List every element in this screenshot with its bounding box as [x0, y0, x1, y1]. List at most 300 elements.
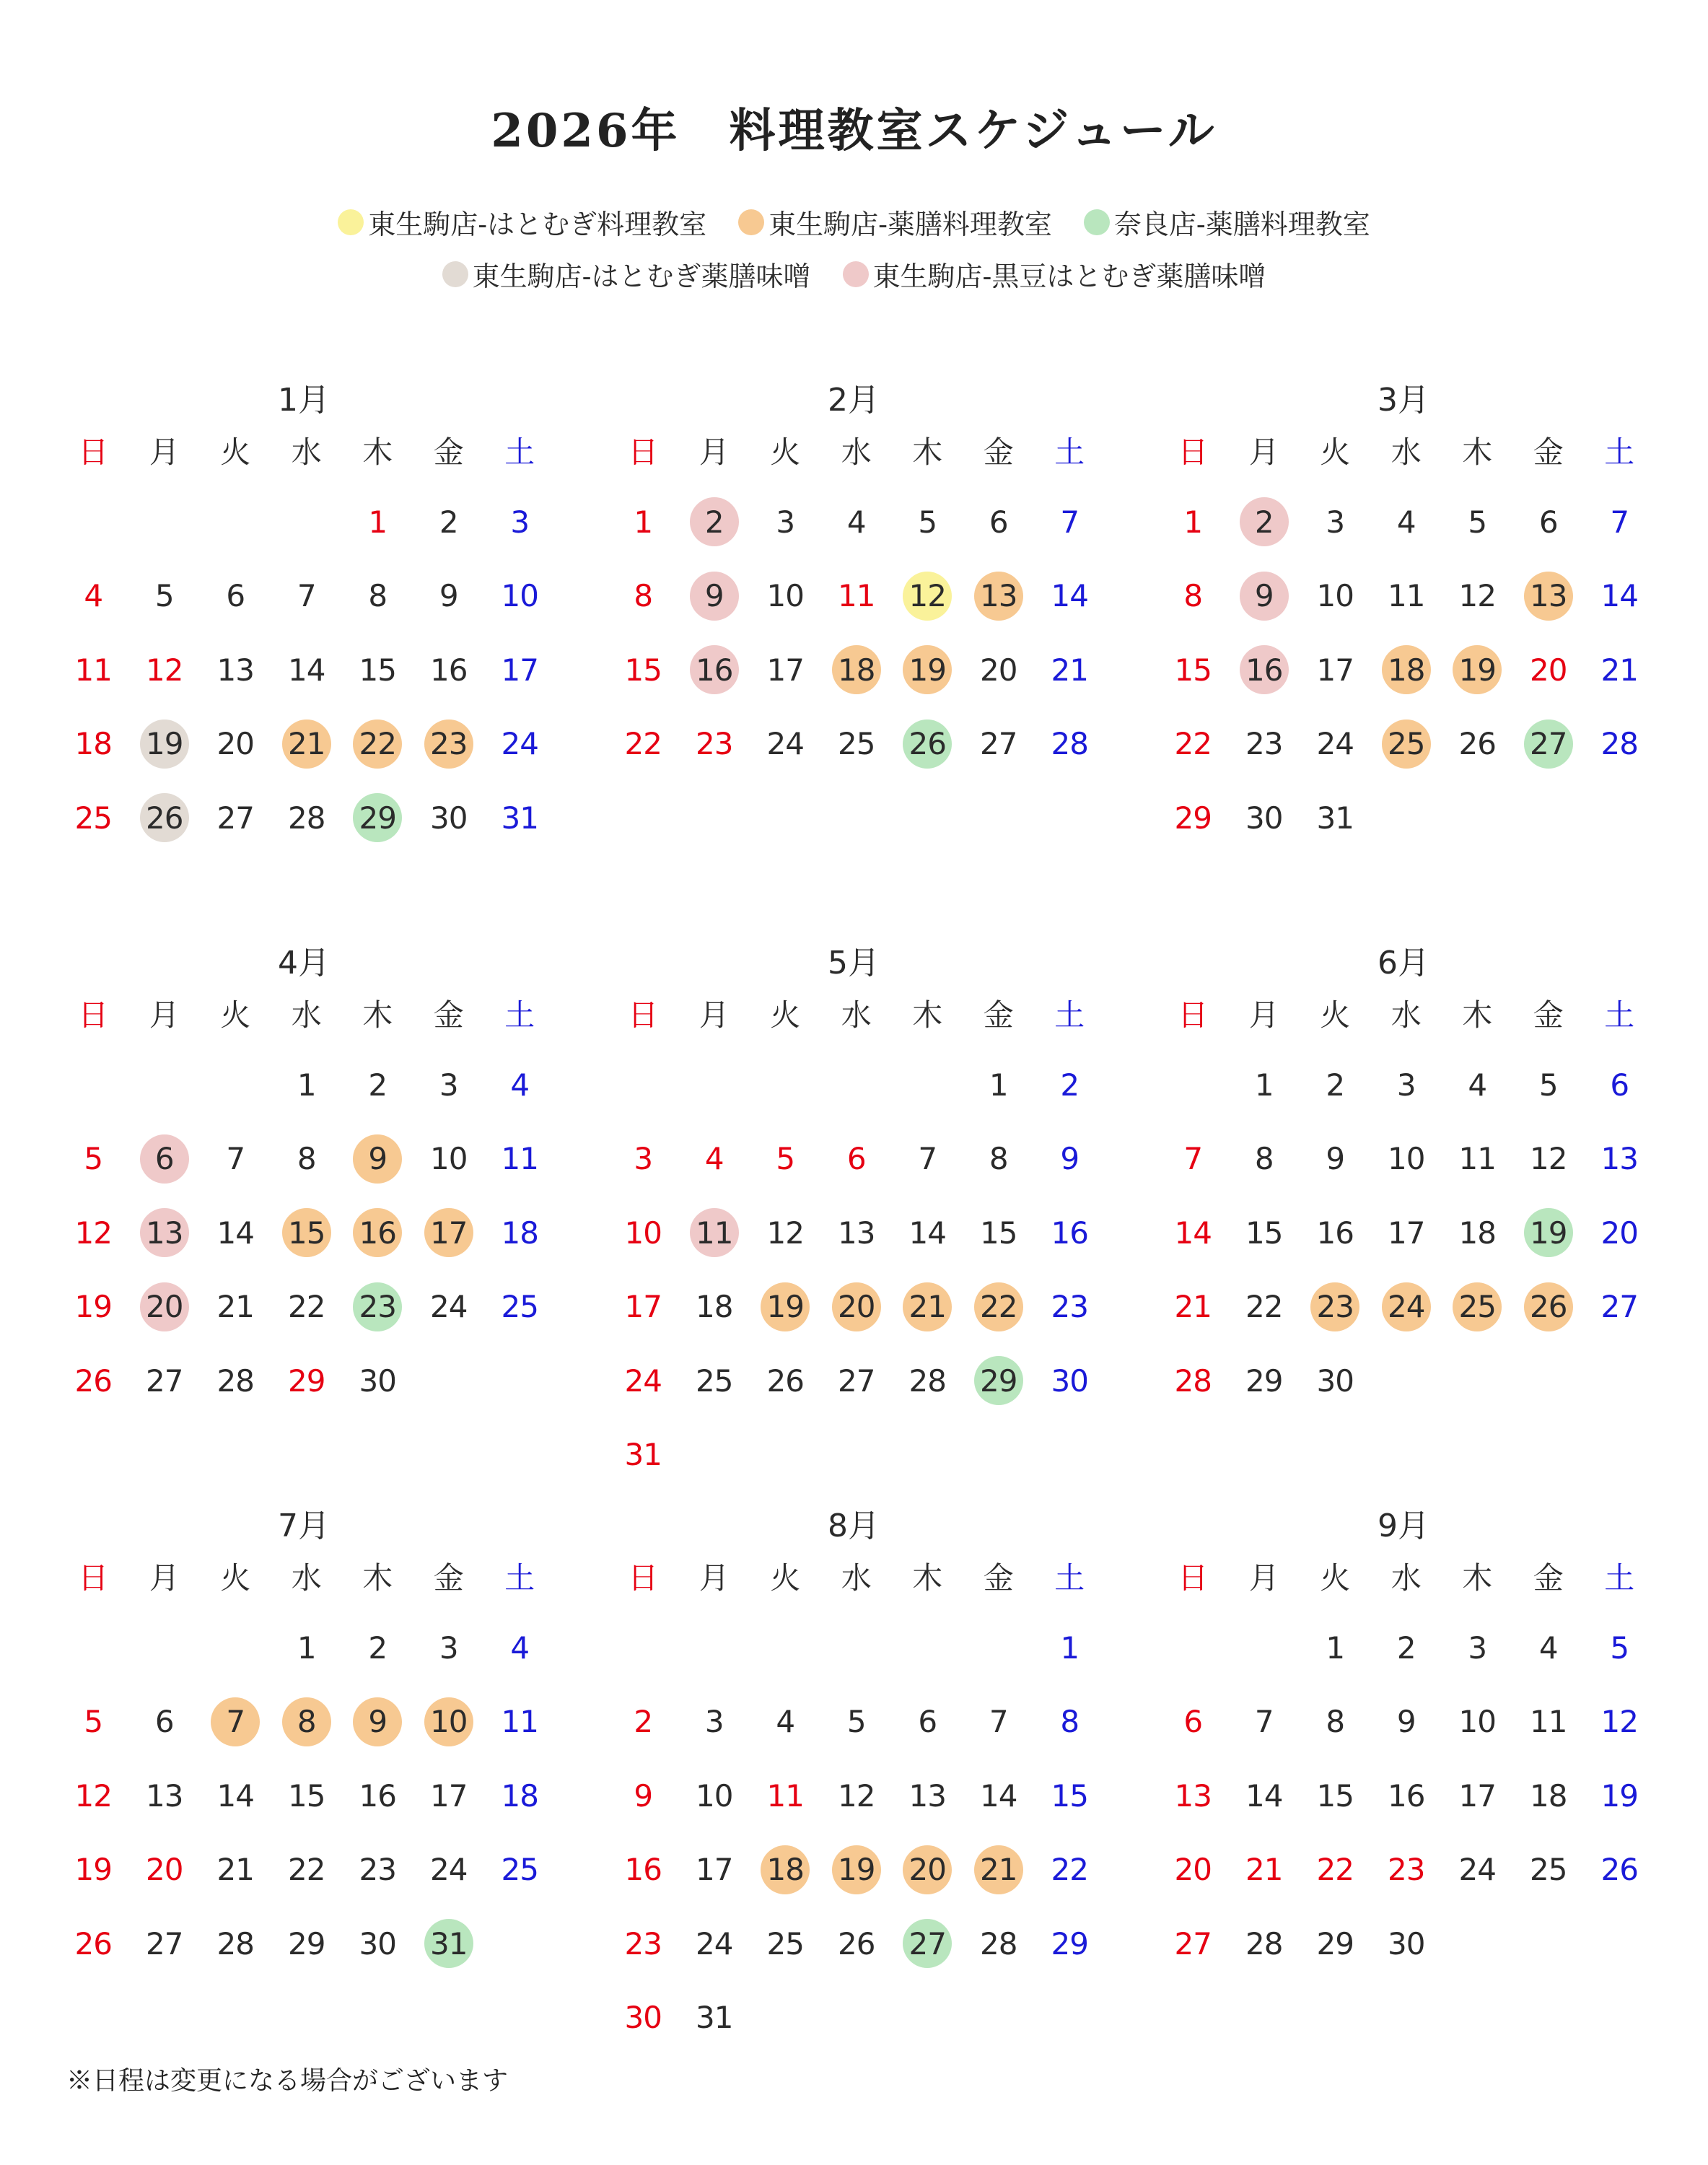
event-day-marker: 21 [974, 1845, 1023, 1894]
weekday-label: 土 [1604, 997, 1635, 1033]
empty-day-cell [58, 1611, 129, 1685]
day-number: 6 [989, 504, 1008, 540]
day-cell [821, 633, 893, 707]
day-cell [129, 1270, 201, 1344]
day-cell [1229, 559, 1300, 634]
day-cell [342, 1833, 413, 1907]
event-day-marker: 19 [761, 1282, 810, 1331]
day-cell [679, 1759, 750, 1833]
day-cell [271, 1048, 343, 1122]
days-grid [58, 1611, 550, 1981]
day-number: 5 [1538, 1067, 1558, 1103]
day-cell [963, 707, 1035, 782]
day-number: 8 [1060, 1704, 1079, 1740]
day-cell [608, 1907, 679, 1981]
event-day-marker: 15 [282, 1208, 331, 1257]
day-number: 22 [288, 1852, 325, 1888]
day-number: 27 [980, 726, 1017, 762]
event-day-marker: 22 [974, 1282, 1023, 1331]
day-cell [892, 1833, 963, 1907]
day-number: 24 [501, 726, 538, 762]
day-number: 14 [216, 1215, 254, 1251]
day-number: 8 [1183, 578, 1203, 614]
day-number: 5 [846, 1704, 866, 1740]
legend-label: 東生駒店-はとむぎ料理教室 [368, 209, 707, 240]
weekday-label: 火 [1320, 1560, 1351, 1596]
day-cell [892, 707, 963, 782]
day-cell [129, 1196, 201, 1270]
day-number: 22 [288, 1289, 325, 1325]
day-number: 9 [634, 1777, 653, 1814]
day-number: 28 [908, 1363, 946, 1399]
day-number: 12 [766, 1215, 804, 1251]
empty-day-cell [1229, 1611, 1300, 1685]
day-cell [1584, 1611, 1655, 1685]
day-cell [1034, 1907, 1105, 1981]
day-number: 1 [1183, 504, 1203, 540]
empty-day-cell [271, 485, 343, 559]
day-cell [200, 1344, 271, 1418]
day-cell [1584, 559, 1655, 634]
empty-day-cell [129, 1048, 201, 1122]
day-number: 1 [1326, 1630, 1345, 1666]
days-grid [608, 1611, 1100, 2055]
day-number: 19 [1600, 1777, 1638, 1814]
day-number: 25 [501, 1852, 538, 1888]
day-cell [413, 781, 485, 855]
empty-day-cell [200, 1611, 271, 1685]
day-cell [1584, 1685, 1655, 1759]
day-cell [1584, 633, 1655, 707]
day-cell [129, 559, 201, 634]
day-cell [1442, 1048, 1513, 1122]
legend-item [338, 202, 706, 242]
day-number: 23 [1051, 1289, 1088, 1325]
day-cell [271, 1122, 343, 1197]
day-number: 22 [1051, 1852, 1088, 1888]
day-cell [1157, 1270, 1229, 1344]
day-number: 12 [1530, 1141, 1567, 1177]
day-cell [1034, 1611, 1105, 1685]
day-cell [129, 1685, 201, 1759]
day-cell [413, 1907, 485, 1981]
legend-item [738, 202, 1052, 242]
day-number: 15 [980, 1215, 1017, 1251]
event-day-marker: 29 [353, 793, 402, 842]
day-cell [271, 1907, 343, 1981]
day-cell [1513, 1270, 1585, 1344]
day-cell [1157, 1833, 1229, 1907]
day-number: 17 [1316, 652, 1354, 688]
day-cell [1034, 1270, 1105, 1344]
day-cell [679, 1196, 750, 1270]
day-cell [750, 1122, 821, 1197]
day-cell [1300, 1196, 1371, 1270]
day-number: 24 [1458, 1852, 1496, 1888]
day-cell [1300, 1611, 1371, 1685]
day-number: 16 [1051, 1215, 1088, 1251]
day-cell [821, 1685, 893, 1759]
day-cell [58, 1270, 129, 1344]
day-cell [1157, 1759, 1229, 1833]
day-number: 4 [510, 1630, 530, 1666]
day-number: 3 [1468, 1630, 1487, 1666]
day-number: 21 [1174, 1289, 1212, 1325]
day-number: 1 [989, 1067, 1008, 1103]
day-number: 10 [696, 1777, 733, 1814]
days-grid [58, 485, 550, 855]
day-cell [608, 1270, 679, 1344]
day-number: 1 [1060, 1630, 1079, 1666]
days-grid [608, 485, 1100, 781]
day-cell [963, 1344, 1035, 1418]
day-cell [413, 1833, 485, 1907]
weekday-label: 月 [698, 434, 730, 470]
day-number: 2 [368, 1067, 387, 1103]
empty-day-cell [58, 1048, 129, 1122]
empty-day-cell [750, 1048, 821, 1122]
weekday-label: 木 [362, 434, 393, 470]
weekday-label: 水 [1391, 434, 1422, 470]
weekday-label: 水 [1391, 997, 1422, 1033]
day-cell [484, 1685, 556, 1759]
legend-dot-icon [338, 209, 364, 235]
day-cell [129, 781, 201, 855]
weekday-label: 金 [1533, 1560, 1564, 1596]
empty-day-cell [58, 485, 129, 559]
day-cell [963, 485, 1035, 559]
day-cell [342, 781, 413, 855]
day-cell [129, 1907, 201, 1981]
month-title: 1月 [278, 382, 330, 419]
day-number: 18 [1530, 1777, 1567, 1814]
day-cell [200, 1907, 271, 1981]
day-number: 14 [908, 1215, 946, 1251]
day-number: 30 [359, 1363, 396, 1399]
day-cell [129, 1759, 201, 1833]
day-number: 16 [624, 1852, 662, 1888]
event-day-marker: 2 [690, 497, 739, 546]
day-number: 14 [216, 1777, 254, 1814]
day-cell [1584, 485, 1655, 559]
event-day-marker: 21 [282, 720, 331, 769]
weekday-label: 金 [983, 434, 1014, 470]
empty-day-cell [679, 1048, 750, 1122]
day-number: 7 [989, 1704, 1008, 1740]
day-number: 19 [74, 1852, 112, 1888]
day-cell [1584, 1759, 1655, 1833]
legend-item [843, 254, 1266, 294]
weekday-label: 土 [1054, 1560, 1085, 1596]
day-number: 28 [1051, 726, 1088, 762]
day-cell [1442, 1196, 1513, 1270]
day-number: 18 [696, 1289, 733, 1325]
weekday-label: 月 [1248, 997, 1279, 1033]
event-day-marker: 25 [1382, 720, 1431, 769]
page-title: 2026年 料理教室スケジュール [491, 104, 1217, 158]
day-number: 3 [1396, 1067, 1416, 1103]
month-calendar [608, 942, 1100, 1492]
day-cell [271, 1759, 343, 1833]
day-cell [1513, 485, 1585, 559]
day-number: 27 [146, 1363, 183, 1399]
day-number: 14 [1245, 1777, 1283, 1814]
day-number: 9 [439, 578, 458, 614]
day-cell [1513, 559, 1585, 634]
day-number: 30 [430, 800, 468, 836]
day-cell [484, 633, 556, 707]
weekday-label: 木 [1462, 434, 1493, 470]
day-cell [58, 1196, 129, 1270]
day-cell [608, 707, 679, 782]
day-cell [1442, 633, 1513, 707]
day-number: 5 [1468, 504, 1487, 540]
day-cell [1513, 1611, 1585, 1685]
weekday-label: 月 [149, 1560, 180, 1596]
day-cell [892, 633, 963, 707]
day-number: 6 [1538, 504, 1558, 540]
day-number: 26 [74, 1925, 112, 1961]
day-cell [271, 1685, 343, 1759]
month-calendar [58, 1505, 550, 1981]
day-cell [1229, 633, 1300, 707]
day-number: 7 [1183, 1141, 1203, 1177]
day-cell [1371, 1685, 1442, 1759]
weekday-label: 日 [628, 1560, 659, 1596]
day-number: 21 [1051, 652, 1088, 688]
day-number: 15 [624, 652, 662, 688]
day-cell [1229, 1685, 1300, 1759]
legend-row [0, 202, 1708, 242]
weekday-label: 土 [504, 1560, 535, 1596]
legend-label: 東生駒店-黒豆はとむぎ薬膳味噌 [872, 261, 1266, 292]
month-calendar [608, 379, 1100, 781]
day-cell [1584, 707, 1655, 782]
day-number: 28 [216, 1925, 254, 1961]
day-number: 11 [1388, 578, 1425, 614]
day-number: 4 [846, 504, 866, 540]
day-number: 14 [1051, 578, 1088, 614]
day-number: 21 [1600, 652, 1638, 688]
weekday-label: 金 [983, 997, 1014, 1033]
day-cell [200, 1833, 271, 1907]
day-cell [1229, 1270, 1300, 1344]
day-cell [129, 707, 201, 782]
day-number: 11 [1458, 1141, 1496, 1177]
day-cell [413, 559, 485, 634]
day-cell [342, 1759, 413, 1833]
weekday-label: 日 [78, 1560, 109, 1596]
day-cell [484, 1759, 556, 1833]
day-number: 22 [624, 726, 662, 762]
day-number: 7 [226, 1141, 245, 1177]
day-cell [1157, 633, 1229, 707]
day-cell [200, 559, 271, 634]
day-cell [271, 1833, 343, 1907]
day-cell [679, 707, 750, 782]
day-number: 26 [74, 1363, 112, 1399]
day-number: 5 [84, 1141, 103, 1177]
day-number: 11 [1530, 1704, 1567, 1740]
day-number: 25 [838, 726, 875, 762]
day-number: 6 [1610, 1067, 1629, 1103]
day-number: 18 [501, 1215, 538, 1251]
day-number: 23 [359, 1852, 396, 1888]
day-cell [1034, 1344, 1105, 1418]
weekday-label: 火 [770, 997, 801, 1033]
day-number: 11 [501, 1141, 538, 1177]
month-title: 2月 [828, 382, 880, 419]
day-cell [608, 1196, 679, 1270]
day-cell [1442, 1611, 1513, 1685]
day-number: 13 [1600, 1141, 1638, 1177]
day-cell [1371, 1907, 1442, 1981]
weekday-header [58, 995, 550, 1036]
empty-day-cell [750, 1611, 821, 1685]
day-cell [413, 1122, 485, 1197]
weekday-label: 月 [1248, 1560, 1279, 1596]
event-day-marker: 13 [974, 572, 1023, 621]
day-cell [271, 559, 343, 634]
day-cell [1034, 485, 1105, 559]
weekday-label: 金 [1533, 997, 1564, 1033]
event-day-marker: 19 [832, 1845, 881, 1894]
day-number: 24 [430, 1289, 468, 1325]
weekday-header [1157, 995, 1650, 1036]
event-day-marker: 18 [832, 645, 881, 694]
day-cell [679, 1907, 750, 1981]
day-cell [679, 1981, 750, 2055]
day-number: 30 [359, 1925, 396, 1961]
day-number: 17 [766, 652, 804, 688]
day-cell [679, 485, 750, 559]
day-cell [58, 1344, 129, 1418]
event-day-marker: 19 [903, 645, 952, 694]
day-cell [1371, 1270, 1442, 1344]
day-number: 4 [84, 578, 103, 614]
legend-dot-icon [843, 261, 869, 287]
day-number: 11 [501, 1704, 538, 1740]
day-number: 2 [634, 1704, 653, 1740]
day-number: 8 [634, 578, 653, 614]
event-day-marker: 13 [140, 1208, 189, 1257]
month-calendar [608, 1505, 1100, 2055]
day-number: 10 [766, 578, 804, 614]
day-number: 16 [359, 1777, 396, 1814]
empty-day-cell [129, 485, 201, 559]
day-number: 4 [510, 1067, 530, 1103]
day-cell [1229, 1344, 1300, 1418]
day-cell [413, 1611, 485, 1685]
empty-day-cell [200, 1048, 271, 1122]
weekday-label: 日 [78, 997, 109, 1033]
day-cell [750, 485, 821, 559]
day-number: 29 [288, 1925, 325, 1961]
day-number: 18 [501, 1777, 538, 1814]
day-cell [58, 1122, 129, 1197]
event-day-marker: 31 [424, 1919, 473, 1968]
day-number: 27 [216, 800, 254, 836]
event-day-marker: 6 [140, 1134, 189, 1184]
weekday-label: 火 [220, 1560, 251, 1596]
day-cell [342, 1196, 413, 1270]
weekday-label: 水 [841, 1560, 872, 1596]
weekday-label: 金 [433, 434, 464, 470]
day-number: 12 [74, 1215, 112, 1251]
event-day-marker: 20 [140, 1282, 189, 1331]
day-cell [1229, 1196, 1300, 1270]
weekday-label: 火 [770, 434, 801, 470]
day-number: 12 [838, 1777, 875, 1814]
day-number: 9 [1326, 1141, 1345, 1177]
day-cell [1371, 1196, 1442, 1270]
month-calendar [1157, 1505, 1650, 1981]
day-cell [342, 485, 413, 559]
empty-day-cell [892, 1048, 963, 1122]
day-cell [963, 633, 1035, 707]
day-number: 4 [1468, 1067, 1487, 1103]
day-cell [821, 1196, 893, 1270]
day-cell [1513, 1048, 1585, 1122]
day-number: 14 [288, 652, 325, 688]
day-number: 3 [776, 504, 795, 540]
day-cell [679, 633, 750, 707]
day-number: 31 [696, 2000, 733, 2036]
event-day-marker: 26 [140, 793, 189, 842]
day-number: 3 [439, 1630, 458, 1666]
day-cell [200, 1122, 271, 1197]
day-number: 12 [146, 652, 183, 688]
event-day-marker: 23 [424, 720, 473, 769]
day-cell [1300, 781, 1371, 855]
day-number: 26 [766, 1363, 804, 1399]
day-number: 1 [1254, 1067, 1274, 1103]
day-cell [892, 1907, 963, 1981]
day-cell [271, 1270, 343, 1344]
day-cell [1229, 1907, 1300, 1981]
day-number: 8 [297, 1141, 316, 1177]
day-cell [963, 1907, 1035, 1981]
day-cell [963, 1122, 1035, 1197]
event-day-marker: 9 [353, 1134, 402, 1184]
day-number: 24 [624, 1363, 662, 1399]
month-calendar [1157, 942, 1650, 1418]
day-cell [342, 1685, 413, 1759]
day-number: 17 [1458, 1777, 1496, 1814]
day-cell [821, 1122, 893, 1197]
day-number: 9 [1396, 1704, 1416, 1740]
day-cell [750, 1833, 821, 1907]
weekday-label: 日 [1178, 997, 1209, 1033]
day-number: 3 [704, 1704, 724, 1740]
weekday-label: 土 [504, 997, 535, 1033]
day-number: 23 [624, 1925, 662, 1961]
day-number: 6 [846, 1141, 866, 1177]
day-cell [1157, 1344, 1229, 1418]
day-number: 26 [1458, 726, 1496, 762]
day-number: 7 [1254, 1704, 1274, 1740]
event-day-marker: 8 [282, 1697, 331, 1746]
weekday-label: 木 [1462, 997, 1493, 1033]
day-cell [892, 1270, 963, 1344]
day-cell [413, 707, 485, 782]
day-number: 31 [501, 800, 538, 836]
day-cell [1157, 1122, 1229, 1197]
day-number: 28 [1245, 1925, 1283, 1961]
day-cell [1034, 1122, 1105, 1197]
day-cell [413, 633, 485, 707]
day-cell [1300, 633, 1371, 707]
